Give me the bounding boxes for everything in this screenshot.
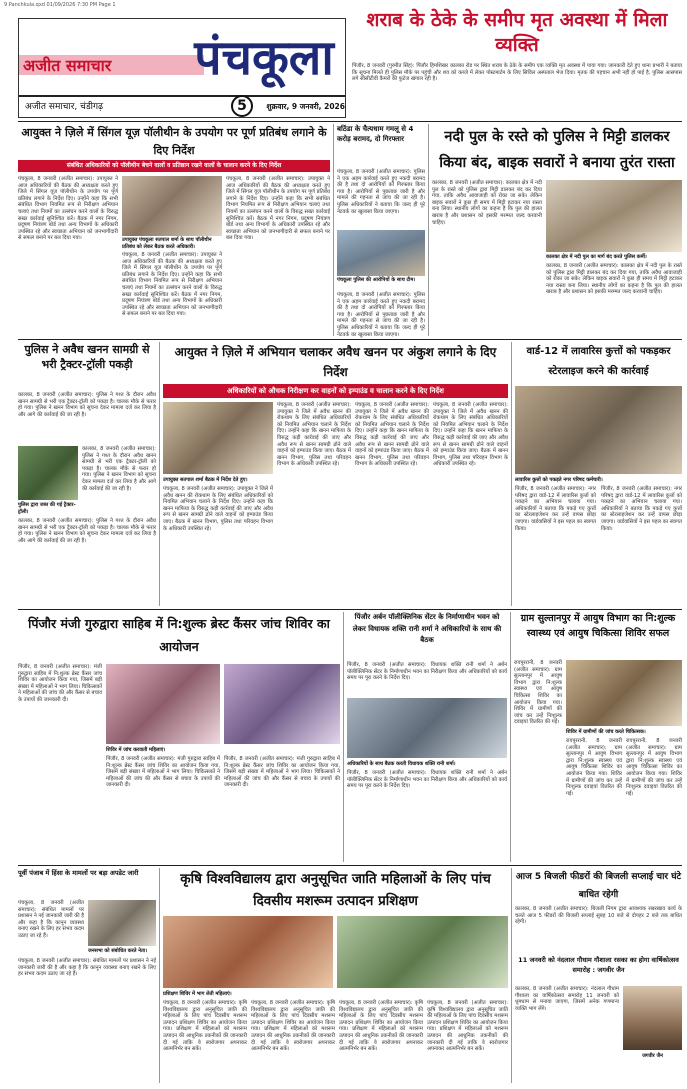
column-rule	[511, 868, 512, 1083]
cancer-camp-photo-2	[224, 664, 340, 744]
story-cancer-camp	[18, 612, 340, 862]
story-gaushala-body-1: कालका, 8 जनवरी (अजीत समाचार): नंदलाल गौधाम गौशाला का वार्षिकोत्सव समारोह 11 जनवरी को धूमधाम से मनाया जाएगा, जिसमें अनेक गणमान्य व्यक्ति भाग लेंगे।	[515, 986, 619, 1012]
divider-1	[18, 121, 682, 122]
dogs-photo	[515, 386, 682, 474]
story-punjab-update-body-2: पंचकूला, 8 जनवरी (अजीत समाचार): संबंधित मामलों पर प्रशासन ने नई जानकारी जारी की है और कहा है कि कानून व्यवस्था बनाए रखने के लिए हर संभव कदम उठाए जा रहे हैं।	[18, 958, 156, 978]
story-illegal-mining-headline: आयुक्त ने ज़िले में अभियान चलाकर अवैध खनन पर अंकुश लगाने के दिए निर्देश	[174, 345, 497, 379]
tractor-caption: पुलिस द्वारा जब्त की गई ट्रैक्टर-ट्रॉली।	[18, 502, 76, 515]
story-punjab-update	[18, 868, 156, 1083]
story-recovery-body: पंचकूला, 8 जनवरी (अजीत समाचार): पुलिस ने एक अहम कार्रवाई करते हुए नकदी बरामद की है तथा दो आरोपियों को गिरफ्तार किया गया है। आरोपियों से पूछताछ जारी है और मामले की गहनता से जांच की जा रही है। पुलिस अधिकारियों ने बताया कि जल्द ही पूरे नेटवर्क का खुलासा किया जाएगा।	[337, 169, 425, 215]
story-polythene-body-2: पंचकूला, 8 जनवरी (अजीत समाचार): उपायुक्त ने आज अधिकारियों की बैठक की अध्यक्षता करते हुए जिले में सिंगल यूज़ पॉलीथीन के उपयोग पर पूर्ण प्रतिबंध लगाने के निर्देश दिए। उन्होंने कहा कि सभी संबंधित विभाग नियमित रूप से निरीक्षण अभियान चलाएं तथा नियमों का उल्लंघन करने वालों के विरुद्ध सख्त कार्रवाई सुनिश्चित करें। बैठक में नगर निगम, प्रदूषण नियंत्रण बोर्ड तथा अन्य विभागों के अधिकारी उपस्थित रहे और स्वच्छता अभियान को जनभागीदारी से सफल बनाने पर बल दिया गया।	[122, 252, 222, 318]
bridge-photo	[546, 180, 682, 252]
story-polythene	[18, 124, 330, 336]
column-rule	[159, 868, 160, 1083]
column-rule	[428, 124, 429, 336]
story-bridge-body-2: कालका, 8 जनवरी (अजीत समाचार): कालका क्षेत्र में नदी पुल के रास्ते को पुलिस द्वारा मिट्टी डालकर बंद कर दिया गया, ताकि अवैध आवाजाही को रोका जा सके। लेकिन बाइक सवारों ने कुछ ही समय में मिट्टी हटाकर नया रास्ता बना लिया। स्थानीय लोगों का कहना है कि पुल की हालत खराब है और प्रशासन को इसकी मरम्मत जल्द करवानी चाहिए।	[546, 263, 682, 296]
ayush-camp-photo	[566, 660, 682, 726]
tractor-photo	[18, 446, 78, 500]
story-mining-tractor	[18, 342, 156, 606]
mushroom-training-caption: प्रशिक्षण शिविर में भाग लेती महिलाएं।	[163, 991, 232, 997]
story-ayush-camp-headline: ग्राम सुल्तानपुर में आयुष विभाग का नि:शुल्क स्वास्थ्य एवं आयुष चिकित्सा शिविर सफल	[520, 613, 676, 639]
punjab-photo	[88, 900, 156, 946]
story-gaushala-headline: 11 जनवरी को नंदलाल गौधाम गौशाला रसका का होगा वार्षिकोत्सव समारोह : जगवीर जैन	[518, 956, 679, 974]
mushroom-training-photo-1	[163, 916, 333, 988]
meeting-photo-caption: उपायुक्त पंचकूला सतपाल शर्मा के साथ पॉलीथीन प्रतिबंध को लेकर बैठक करते अधिकारी।	[122, 237, 212, 250]
portrait-photo	[623, 986, 682, 1050]
story-mushroom-training-headline: कृषि विश्वविद्यालय द्वारा अनुसूचित जाति महिलाओं के लिए पांच दिवसीय मशरूम उत्पादन प्रशिक्षण	[180, 871, 491, 909]
story-punjab-update-body-1: पंचकूला, 8 जनवरी (अजीत समाचार): संबंधित मामलों पर प्रशासन ने नई जानकारी जारी की है और कहा है कि कानून व्यवस्था बनाए रखने के लिए हर संभव कदम उठाए जा रहे हैं।	[18, 900, 85, 939]
story-ayush-camp	[514, 612, 682, 862]
story-polyclinic	[347, 612, 507, 862]
story-polythene-body-1: पंचकूला, 8 जनवरी (अजीत समाचार): उपायुक्त ने आज अधिकारियों की बैठक की अध्यक्षता करते हुए जिले में सिंगल यूज़ पॉलीथीन के उपयोग पर पूर्ण प्रतिबंध लगाने के निर्देश दिए। उन्होंने कहा कि सभी संबंधित विभाग नियमित रूप से निरीक्षण अभियान चलाएं तथा नियमों का उल्लंघन करने वालों के विरुद्ध सख्त कार्रवाई सुनिश्चित करें। बैठक में नगर निगम, प्रदूषण नियंत्रण बोर्ड तथा अन्य विभागों के अधिकारी उपस्थित रहे और स्वच्छता अभियान को जनभागीदारी से सफल बनाने पर बल दिया गया।	[18, 176, 118, 242]
bridge-photo-caption: कालका क्षेत्र में नदी पुल का मार्ग बंद करते पुलिस कर्मी।	[546, 254, 647, 260]
story-bridge-headline: नदी पुल के रस्ते को पुलिस ने मिट्टी डालकर किया बंद, बाइक सवारों ने बनाया तुरंत रास्ता	[439, 129, 675, 171]
story-ayush-camp-body-3: रायपुररानी, 8 जनवरी (अजीत समाचार): ग्राम सुल्तानपुर में आयुष विभाग द्वारा नि:शुल्क स्वास्थ्य एवं आयुष चिकित्सा शिविर का आयोजन किया गया। शिविर में ग्रामीणों की जांच कर उन्हें निःशुल्क दवाइयां वितरित की गईं।	[626, 738, 682, 797]
story-illegal-mining-body-4: पंचकूला, 8 जनवरी (अजीत समाचार): उपायुक्त ने जिले में अवैध खनन की रोकथाम के लिए संबंधित अधिकारियों को नियमित अभियान चलाने के निर्देश दिए। उन्होंने कहा कि खनन माफिया के विरुद्ध कड़ी कार्रवाई की जाए और अवैध रूप से खनन सामग्री ढोने वाले वाहनों को इम्पाउंड किया जाए। बैठक में खनन विभाग, पुलिस तथा परिवहन विभाग के अधिकारी उपस्थित रहे।	[433, 402, 508, 468]
story-mining-tractor-headline: पुलिस ने अवैध खनन सामग्री से भरी ट्रैक्टर-ट्रॉली पकड़ी	[24, 343, 150, 371]
column-rule	[159, 342, 160, 606]
story-recovery-body-2: पंचकूला, 8 जनवरी (अजीत समाचार): पुलिस ने एक अहम कार्रवाई करते हुए नकदी बरामद की है तथा दो आरोपियों को गिरफ्तार किया गया है। आरोपियों से पूछताछ जारी है और मामले की गहनता से जांच की जा रही है। पुलिस अधिकारियों ने बताया कि जल्द ही पूरे नेटवर्क का खुलासा किया जाएगा।	[337, 292, 425, 338]
column-rule	[511, 342, 512, 606]
page-number: 5	[237, 98, 247, 114]
story-illegal-mining-subhead: अधिकारियों को औचक निरीक्षण कर वाहनों को इम्पाउंड व चालान करने के दिए निर्देश	[163, 384, 508, 398]
story-recovery	[337, 124, 425, 336]
police-team-photo	[337, 230, 425, 276]
lead-story	[352, 8, 682, 118]
story-bridge	[432, 124, 682, 336]
story-mushroom-training-body-1: पंचकूला, 8 जनवरी (अजीत समाचार): कृषि विश्वविद्यालय द्वारा अनुसूचित जाति की महिलाओं के लिए पांच दिवसीय मशरूम उत्पादन प्रशिक्षण शिविर का आयोजन किया गया। प्रशिक्षण में महिलाओं को मशरूम उत्पादन की आधुनिक तकनीकों की जानकारी दी गई ताकि वे स्वरोजगार अपनाकर आत्मनिर्भर बन सकें।	[163, 1000, 247, 1053]
story-polyclinic-body-1: पिंजौर, 8 जनवरी (अजीत समाचार): विधायक शक्ति रानी शर्मा ने अर्बन पॉलीक्लिनिक सेंटर के निर्माणाधीन भवन का निरीक्षण किया और अधिकारियों को कार्य समय पर पूरा करने के निर्देश दिए।	[347, 662, 507, 682]
story-cancer-camp-headline: पिंजौर मंजी गुरुद्वारा साहिब में नि:शुल्क ब्रेस्ट कैंसर जांच शिविर का आयोजन	[28, 616, 330, 654]
story-illegal-mining-body-1: पंचकूला, 8 जनवरी (अजीत समाचार): उपायुक्त ने जिले में अवैध खनन की रोकथाम के लिए संबंधित अधिकारियों को नियमित अभियान चलाने के निर्देश दिए। उन्होंने कहा कि खनन माफिया के विरुद्ध कड़ी कार्रवाई की जाए और अवैध रूप से खनन सामग्री ढोने वाले वाहनों को इम्पाउंड किया जाए। बैठक में खनन विभाग, पुलिस तथा परिवहन विभाग के अधिकारी उपस्थित रहे।	[163, 486, 273, 532]
column-rule	[510, 612, 511, 862]
story-cancer-camp-body-2: पिंजौर, 8 जनवरी (अजीत समाचार): मंजी गुरुद्वारा साहिब में नि:शुल्क ब्रेस्ट कैंसर जांच शिविर का आयोजन किया गया, जिसमें बड़ी संख्या में महिलाओं ने भाग लिया। चिकित्सकों ने महिलाओं की जांच की और कैंसर से बचाव के उपायों की जानकारी दी।	[106, 756, 220, 789]
print-slug: 9 Panchkula.qxd 01/09/2026 7:30 PM Page 1	[4, 2, 116, 8]
divider-2	[18, 339, 682, 340]
story-mining-tractor-body-3: कालका, 8 जनवरी (अजीत समाचार): पुलिस ने गश्त के दौरान अवैध खनन सामग्री से भरी एक ट्रैक्टर-ट्रॉली को पकड़ा है। चालक मौके से फरार हो गया। पुलिस ने खनन विभाग को सूचना देकर मामला दर्ज कर लिया है और आगे की कार्रवाई की जा रही है।	[18, 518, 156, 544]
divider-4	[18, 865, 682, 866]
story-cancer-camp-body-1: पिंजौर, 8 जनवरी (अजीत समाचार): मंजी गुरुद्वारा साहिब में नि:शुल्क ब्रेस्ट कैंसर जांच शिविर का आयोजन किया गया, जिसमें बड़ी संख्या में महिलाओं ने भाग लिया। चिकित्सकों ने महिलाओं की जांच की और कैंसर से बचाव के उपायों की जानकारी दी।	[18, 664, 102, 703]
story-recovery-headline: बठिंडा के चैत्यधाम गमलू से 4 करोड़ बरामद, दो गिरफ्तार	[337, 125, 414, 143]
story-polythene-subhead: संबंधित अधिकारियों को पॉलीथीन बेचने वालों व प्रतिष्ठान रखने वालों के चालान करने के दिए निर्देश	[18, 160, 330, 172]
story-dogs	[515, 342, 682, 606]
story-gaushala	[515, 956, 682, 1083]
story-dogs-headline: वार्ड-12 में लावारिस कुत्तों को पकड़कर स्टेरलाइज करने की कार्रवाई	[526, 346, 671, 377]
story-ayush-camp-body-2: रायपुररानी, 8 जनवरी (अजीत समाचार): ग्राम सुल्तानपुर में आयुष विभाग द्वारा नि:शुल्क स्वास्थ्य एवं आयुष चिकित्सा शिविर का आयोजन किया गया। शिविर में ग्रामीणों की जांच कर उन्हें निःशुल्क दवाइयां वितरित की गईं।	[566, 738, 622, 797]
story-mushroom-training	[163, 868, 508, 1083]
portrait-caption: जगवीर जैन	[642, 1053, 663, 1059]
story-illegal-mining-body-2: पंचकूला, 8 जनवरी (अजीत समाचार): उपायुक्त ने जिले में अवैध खनन की रोकथाम के लिए संबंधित अधिकारियों को नियमित अभियान चलाने के निर्देश दिए। उन्होंने कहा कि खनन माफिया के विरुद्ध कड़ी कार्रवाई की जाए और अवैध रूप से खनन सामग्री ढोने वाले वाहनों को इम्पाउंड किया जाए। बैठक में खनन विभाग, पुलिस तथा परिवहन विभाग के अधिकारी उपस्थित रहे।	[277, 402, 351, 468]
dogs-caption: लावारिस कुत्तों को पकड़ते नगर परिषद कर्मचारी।	[515, 477, 603, 483]
page-number-badge	[231, 95, 253, 117]
story-ayush-camp-body-1: रायपुररानी, 8 जनवरी (अजीत समाचार): ग्राम सुल्तानपुर में आयुष विभाग द्वारा नि:शुल्क स्वास्थ्य एवं आयुष चिकित्सा शिविर का आयोजन किया गया। शिविर में ग्रामीणों की जांच कर उन्हें निःशुल्क दवाइयां वितरित की गईं।	[514, 660, 562, 726]
meeting-photo	[122, 176, 222, 236]
story-power-cut-body: कालका, 8 जनवरी (अजीत समाचार): बिजली निगम द्वारा आवश्यक रखरखाव कार्य के चलते आज 5 फीडरों की बिजली सप्लाई सुबह 10 बजे से दोपहर 2 बजे तक बाधित रहेगी।	[515, 906, 682, 926]
polyclinic-caption: अधिकारियों के साथ बैठक करती विधायक शक्ति रानी शर्मा।	[347, 761, 456, 767]
story-power-cut	[515, 868, 682, 954]
masthead-rule	[19, 95, 345, 97]
masthead	[18, 18, 346, 118]
paper-name: अजीत समाचार	[23, 56, 112, 75]
story-polythene-headline: आयुक्त ने ज़िले में सिंगल यूज़ पॉलीथीन के उपयोग पर पूर्ण प्रतिबंध लगाने के दिए निर्देश	[21, 126, 327, 157]
story-punjab-update-headline: पूर्वी पंजाब में हिंसा के मामलों पर बड़ा अपडेट जारी	[18, 869, 139, 877]
story-illegal-mining-body-3: पंचकूला, 8 जनवरी (अजीत समाचार): उपायुक्त ने जिले में अवैध खनन की रोकथाम के लिए संबंधित अधिकारियों को नियमित अभियान चलाने के निर्देश दिए। उन्होंने कहा कि खनन माफिया के विरुद्ध कड़ी कार्रवाई की जाए और अवैध रूप से खनन सामग्री ढोने वाले वाहनों को इम्पाउंड किया जाए। बैठक में खनन विभाग, पुलिस तथा परिवहन विभाग के अधिकारी उपस्थित रहे।	[355, 402, 429, 468]
issue-date: शुक्रवार, 9 जनवरी, 2026	[266, 102, 345, 111]
lead-body: पिंजौर, 8 जनवरी (गुरमीत सिंह): पिंजौर हिमशिखर कालका रोड पर स्थित शराब के ठेके के समीप एक व्यक्ति मृत अवस्था में पाया गया। जानकारी देते हुए थाना प्रभारी ने बताया कि सूचना मिलते ही पुलिस मौके पर पहुंची और शव को कब्जे में लेकर पोस्टमार्टम के लिए सिविल अस्पताल भेज दिया। मृतक की पहचान अभी नहीं हो पाई है, पुलिस आसपास लगे सीसीटीवी कैमरों की फुटेज खंगाल रही है।	[352, 63, 682, 83]
cancer-camp-photo-1	[106, 664, 220, 744]
story-mushroom-training-body-4: पंचकूला, 8 जनवरी (अजीत समाचार): कृषि विश्वविद्यालय द्वारा अनुसूचित जाति की महिलाओं के लिए पांच दिवसीय मशरूम उत्पादन प्रशिक्षण शिविर का आयोजन किया गया। प्रशिक्षण में महिलाओं को मशरूम उत्पादन की आधुनिक तकनीकों की जानकारी दी गई ताकि वे स्वरोजगार अपनाकर आत्मनिर्भर बन सकें।	[427, 1000, 508, 1053]
story-polythene-body-3: पंचकूला, 8 जनवरी (अजीत समाचार): उपायुक्त ने आज अधिकारियों की बैठक की अध्यक्षता करते हुए जिले में सिंगल यूज़ पॉलीथीन के उपयोग पर पूर्ण प्रतिबंध लगाने के निर्देश दिए। उन्होंने कहा कि सभी संबंधित विभाग नियमित रूप से निरीक्षण अभियान चलाएं तथा नियमों का उल्लंघन करने वालों के विरुद्ध सख्त कार्रवाई सुनिश्चित करें। बैठक में नगर निगम, प्रदूषण नियंत्रण बोर्ड तथा अन्य विभागों के अधिकारी उपस्थित रहे और स्वच्छता अभियान को जनभागीदारी से सफल बनाने पर बल दिया गया।	[226, 176, 330, 242]
column-rule	[333, 124, 334, 336]
column-rule	[343, 612, 344, 862]
story-dogs-body-2: पिंजौर, 8 जनवरी (अजीत समाचार): नगर परिषद द्वारा वार्ड-12 में लावारिस कुत्तों को पकड़ने का अभियान चलाया गया। अधिकारियों ने बताया कि पकड़े गए कुत्तों का स्टेरलाइजेशन कर उन्हें वापस छोड़ा जाएगा। वार्डवासियों ने इस पहल का स्वागत किया।	[601, 486, 682, 532]
story-mushroom-training-body-3: पंचकूला, 8 जनवरी (अजीत समाचार): कृषि विश्वविद्यालय द्वारा अनुसूचित जाति की महिलाओं के लिए पांच दिवसीय मशरूम उत्पादन प्रशिक्षण शिविर का आयोजन किया गया। प्रशिक्षण में महिलाओं को मशरूम उत्पादन की आधुनिक तकनीकों की जानकारी दी गई ताकि वे स्वरोजगार अपनाकर आत्मनिर्भर बन सकें।	[339, 1000, 423, 1053]
story-mining-tractor-body: कालका, 8 जनवरी (अजीत समाचार): पुलिस ने गश्त के दौरान अवैध खनन सामग्री से भरी एक ट्रैक्टर-ट्रॉली को पकड़ा है। चालक मौके से फरार हो गया। पुलिस ने खनन विभाग को सूचना देकर मामला दर्ज कर लिया है और आगे की कार्रवाई की जा रही है।	[18, 392, 156, 418]
story-polyclinic-headline: पिंजौर अर्बन पॉलीक्लिनिक सेंटर के निर्माणाधीन भवन को लेकर विधायक शक्ति रानी शर्मा ने अधिकारियों के साथ की बैठक	[352, 613, 502, 644]
official-meeting-caption: उपायुक्त सतपाल शर्मा बैठक में निर्देश देते हुए।	[163, 477, 248, 483]
divider-3	[18, 609, 682, 610]
mushroom-training-photo-2	[337, 916, 508, 988]
story-illegal-mining	[163, 342, 508, 606]
polyclinic-photo	[347, 698, 507, 758]
story-power-cut-headline: आज 5 बिजली फीडरों की बिजली सप्लाई चार घंटे बाधित रहेगी	[515, 872, 682, 900]
official-meeting-photo	[163, 402, 273, 474]
lead-headline: शराब के ठेके के समीप मृत अवस्था में मिला व्यक्ति	[366, 9, 668, 56]
story-mushroom-training-body-2: पंचकूला, 8 जनवरी (अजीत समाचार): कृषि विश्वविद्यालय द्वारा अनुसूचित जाति की महिलाओं के लिए पांच दिवसीय मशरूम उत्पादन प्रशिक्षण शिविर का आयोजन किया गया। प्रशिक्षण में महिलाओं को मशरूम उत्पादन की आधुनिक तकनीकों की जानकारी दी गई ताकि वे स्वरोजगार अपनाकर आत्मनिर्भर बन सकें।	[251, 1000, 335, 1053]
ayush-camp-caption: शिविर में ग्रामीणों की जांच करते चिकित्सक।	[566, 729, 646, 735]
city-title: पंचकूला	[194, 30, 334, 86]
edition-label: अजीत समाचार, चंडीगढ़	[25, 102, 104, 112]
police-team-caption: पंचकूला पुलिस की आरोपियों के साथ टीम।	[337, 277, 416, 283]
story-cancer-camp-body-3: पिंजौर, 8 जनवरी (अजीत समाचार): मंजी गुरुद्वारा साहिब में नि:शुल्क ब्रेस्ट कैंसर जांच शिविर का आयोजन किया गया, जिसमें बड़ी संख्या में महिलाओं ने भाग लिया। चिकित्सकों ने महिलाओं की जांच की और कैंसर से बचाव के उपायों की जानकारी दी।	[224, 756, 340, 789]
story-mining-tractor-body-2: कालका, 8 जनवरी (अजीत समाचार): पुलिस ने गश्त के दौरान अवैध खनन सामग्री से भरी एक ट्रैक्टर-ट्रॉली को पकड़ा है। चालक मौके से फरार हो गया। पुलिस ने खनन विभाग को सूचना देकर मामला दर्ज कर लिया है और आगे की कार्रवाई की जा रही है।	[82, 446, 156, 492]
story-dogs-body-1: पिंजौर, 8 जनवरी (अजीत समाचार): नगर परिषद द्वारा वार्ड-12 में लावारिस कुत्तों को पकड़ने का अभियान चलाया गया। अधिकारियों ने बताया कि पकड़े गए कुत्तों का स्टेरलाइजेशन कर उन्हें वापस छोड़ा जाएगा। वार्डवासियों ने इस पहल का स्वागत किया।	[515, 486, 596, 532]
punjab-caption: जनसभा को संबोधित करते नेता।	[88, 948, 148, 954]
cancer-camp-caption: शिविर में जांच करवाती महिलाएं।	[106, 747, 166, 753]
story-polyclinic-body-2: पिंजौर, 8 जनवरी (अजीत समाचार): विधायक शक्ति रानी शर्मा ने अर्बन पॉलीक्लिनिक सेंटर के निर्माणाधीन भवन का निरीक्षण किया और अधिकारियों को कार्य समय पर पूरा करने के निर्देश दिए।	[347, 770, 507, 790]
story-bridge-body-1: कालका, 8 जनवरी (अजीत समाचार): कालका क्षेत्र में नदी पुल के रास्ते को पुलिस द्वारा मिट्टी डालकर बंद कर दिया गया, ताकि अवैध आवाजाही को रोका जा सके। लेकिन बाइक सवारों ने कुछ ही समय में मिट्टी हटाकर नया रास्ता बना लिया। स्थानीय लोगों का कहना है कि पुल की हालत खराब है और प्रशासन को इसकी मरम्मत जल्द करवानी चाहिए।	[432, 180, 542, 226]
